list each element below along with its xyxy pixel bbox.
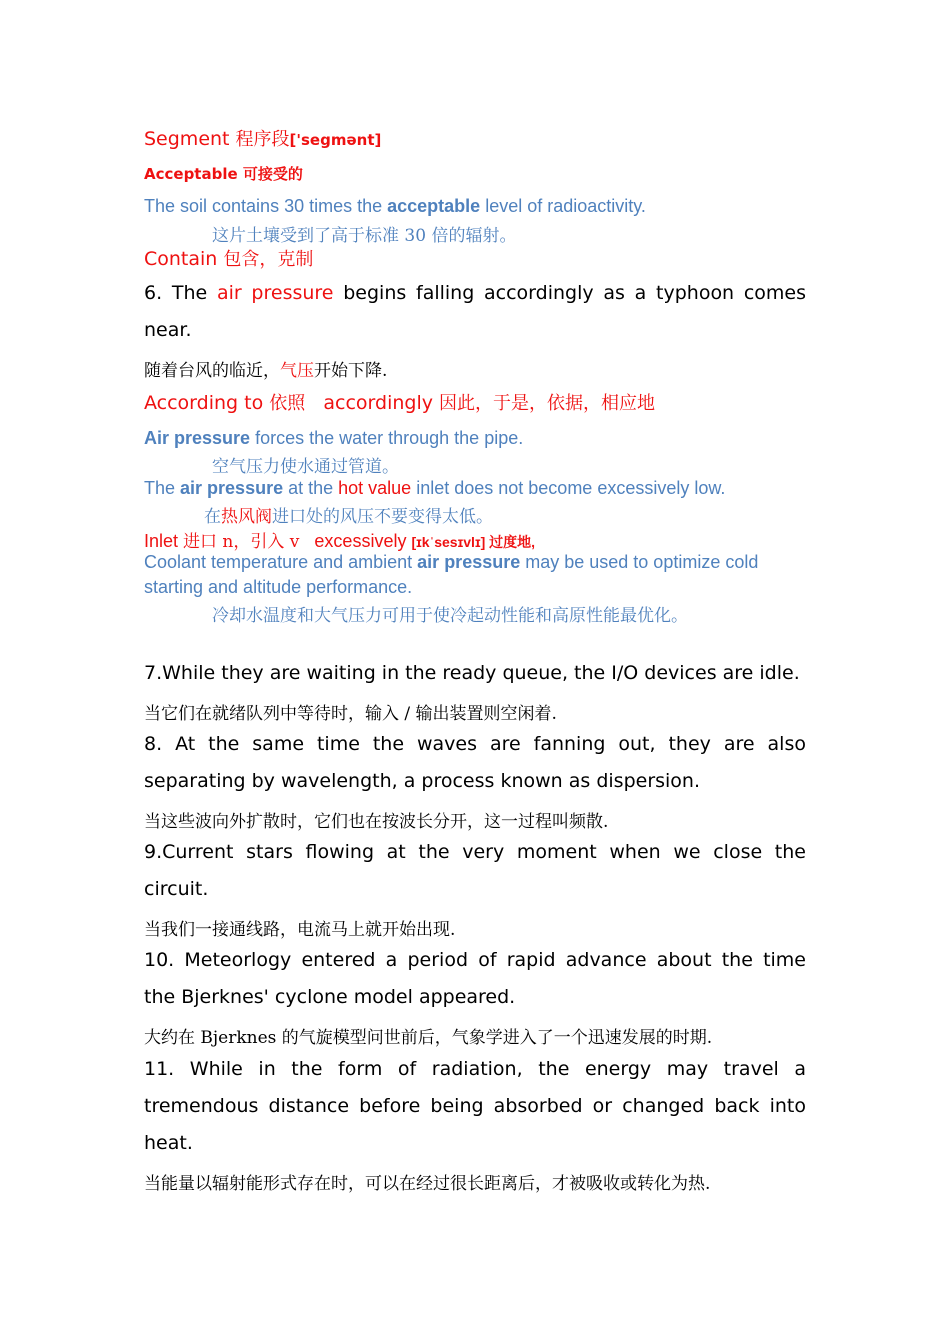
vocab-meaning: 进口 n，引入 v	[183, 532, 300, 552]
example-text: The	[144, 478, 181, 498]
vocab-word: According to	[144, 392, 270, 414]
sentence-11-translation: 当能量以辐射能形式存在时，可以在经过很长距离后，才被吸收或转化为热.	[144, 1174, 711, 1194]
translation-text: 随着台风的临近，	[144, 361, 280, 381]
vocab-word: Segment	[144, 128, 236, 150]
example-translation	[204, 502, 493, 527]
sentence-10-translation: 大约在 Bjerknes 的气旋模型问世前后，气象学进入了一个迅速发展的时期.	[144, 1028, 713, 1048]
example-sentence	[144, 552, 758, 573]
sentence-keyword: air pressure	[216, 282, 334, 304]
vocab-gap	[305, 392, 323, 414]
vocab-word: Inlet	[144, 531, 184, 551]
sentence-text: 6. The	[144, 282, 217, 304]
vocab-phonetic: [ɪkˈsesɪvlɪ]	[411, 534, 490, 550]
vocab-meaning: 程序段	[235, 129, 290, 150]
vocab-word: Acceptable	[144, 165, 243, 183]
translation-keyword: 热风阀	[221, 507, 272, 527]
sentence-6-line-1	[144, 282, 806, 304]
translation-keyword: 气压	[280, 361, 314, 381]
vocab-gap	[299, 531, 314, 551]
sentence-8-line-2: separating by wavelength, a process known as dispersion.	[144, 770, 701, 792]
vocab-meaning: 过度地,	[489, 534, 536, 550]
vocab-phonetic: ['segmənt]	[289, 131, 382, 149]
sentence-6-translation	[144, 356, 387, 381]
sentence-8-line-1: 8. At the same time the waves are fanning out, they are also	[144, 733, 806, 755]
example-text: level of radioactivity.	[480, 196, 646, 216]
vocab-meaning: 因此，于是，依据，相应地	[439, 393, 656, 414]
sentence-11-line-2: tremendous distance before being absorbed or changed back into	[144, 1095, 806, 1117]
sentence-9-line-2: circuit.	[144, 878, 209, 900]
example-text: The soil contains 30 times the	[144, 196, 388, 216]
sentence-9-translation: 当我们一接通线路，电流马上就开始出现.	[144, 920, 456, 940]
vocab-contain	[144, 245, 313, 271]
example-sentence-continued: starting and altitude performance.	[144, 577, 413, 597]
vocab-meaning: 包含，克制	[223, 249, 314, 270]
example-translation: 这片土壤受到了高于标准 30 倍的辐射。	[212, 226, 517, 246]
example-text: may be used to optimize cold	[520, 552, 759, 572]
sentence-text: begins falling accordingly as a typhoon comes	[333, 282, 807, 304]
translation-text: 在	[204, 507, 221, 527]
example-sentence	[144, 196, 646, 217]
example-keyword: acceptable	[387, 196, 481, 216]
example-text: forces the water through the pipe.	[250, 428, 524, 448]
vocab-meaning: 依照	[269, 393, 306, 414]
example-keyword: hot value	[338, 478, 412, 498]
vocab-segment	[144, 125, 381, 151]
example-sentence	[144, 478, 725, 499]
sentence-8-translation: 当这些波向外扩散时，它们也在按波长分开，这一过程叫频散.	[144, 812, 609, 832]
sentence-9-line-1: 9.Current stars flowing at the very moment when we close the	[144, 841, 806, 863]
example-text: at the	[283, 478, 339, 498]
vocab-according	[144, 389, 655, 415]
vocab-word: Contain	[144, 248, 224, 270]
sentence-10-line-1: 10. Meteorlogy entered a period of rapid advance about the time	[144, 949, 806, 971]
example-translation: 冷却水温度和大气压力可用于使冷起动性能和高原性能最优化。	[212, 606, 688, 626]
example-keyword: air pressure	[417, 552, 521, 572]
sentence-6-line-2: near.	[144, 319, 192, 341]
sentence-10-line-2: the Bjerknes' cyclone model appeared.	[144, 986, 516, 1008]
example-keyword: air pressure	[180, 478, 284, 498]
vocab-meaning: 可接受的	[242, 165, 303, 183]
sentence-7-translation: 当它们在就绪队列中等待时，输入 / 输出装置则空闲着.	[144, 704, 557, 724]
vocab-inlet	[144, 527, 535, 552]
example-text: Coolant temperature and ambient	[144, 552, 418, 572]
example-text: inlet does not become excessively low.	[411, 478, 726, 498]
example-translation: 空气压力使水通过管道。	[212, 457, 399, 477]
translation-text: 进口处的风压不要变得太低。	[272, 507, 493, 527]
sentence-11-line-3: heat.	[144, 1132, 193, 1154]
vocab-word: excessively	[314, 531, 412, 551]
sentence-7: 7.While they are waiting in the ready queue, the I/O devices are idle.	[144, 662, 800, 684]
translation-text: 开始下降.	[314, 361, 388, 381]
example-keyword: Air pressure	[144, 428, 251, 448]
example-sentence	[144, 428, 523, 449]
vocab-acceptable	[144, 163, 303, 184]
vocab-word: accordingly	[323, 392, 440, 414]
sentence-11-line-1: 11. While in the form of radiation, the energy may travel a	[144, 1058, 806, 1080]
